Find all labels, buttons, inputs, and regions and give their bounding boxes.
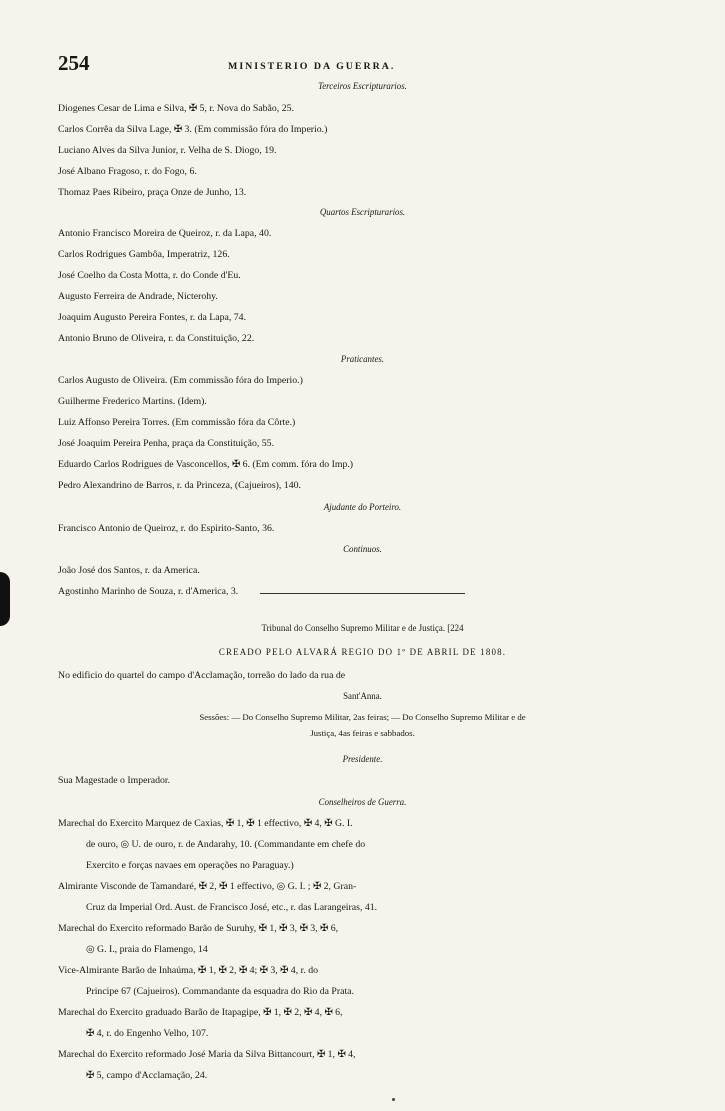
sessions-note: Justiça, 4as feiras e sabbados.: [310, 728, 415, 738]
entry-line: Antonio Bruno de Oliveira, r. da Constituição, 22.: [58, 333, 255, 344]
section-heading: Conselheiros de Guerra.: [318, 797, 407, 807]
entry-line: Marechal do Exercito reformado Barão de Suruhy, ✠ 1, ✠ 3, ✠ 3, ✠ 6,: [58, 923, 339, 934]
entry-line: Joaquim Augusto Pereira Fontes, r. da Lapa, 74.: [58, 312, 247, 323]
section-heading: Presidente.: [342, 754, 383, 764]
tribunal-subtitle: CREADO PELO ALVARÁ REGIO DO 1º DE ABRIL DE 1808.: [218, 647, 507, 657]
entry-line: Diogenes Cesar de Lima e Silva, ✠ 5, r. Nova do Sabão, 25.: [58, 103, 294, 114]
entry-line-continued: ✠ 5, campo d'Acclamação, 24.: [86, 1070, 208, 1081]
section-heading: Quartos Escripturarios.: [319, 207, 406, 217]
section-heading: Continuos.: [343, 544, 382, 554]
entry-line: Carlos Rodrigues Gambôa, Imperatriz, 126.: [58, 249, 230, 260]
entry-line: José Coelho da Costa Motta, r. do Conde d'Eu.: [58, 270, 241, 281]
entry-line-continued: Exercito e forças navaes em operações no Paraguay.): [86, 860, 294, 871]
entry-line-continued: ◎ G. I., praia do Flamengo, 14: [86, 944, 208, 955]
entry-line: Pedro Alexandrino de Barros, r. da Princeza, (Cajueiros), 140.: [58, 480, 301, 491]
entry-line: Vice-Almirante Barão de Inhaúma, ✠ 1, ✠ 2, ✠ 4; ✠ 3, ✠ 4, r. do: [58, 965, 319, 976]
entry-line: Agostinho Marinho de Souza, r. d'America, 3.: [58, 586, 239, 597]
entry-line: Luciano Alves da Silva Junior, r. Velha de S. Diogo, 19.: [58, 145, 277, 156]
entry-line: Luiz Affonso Pereira Torres. (Em commissão fóra da Côrte.): [58, 417, 296, 428]
body-text: No edificio do quartel do campo d'Acclamação, torreão do lado da rua de: [58, 670, 346, 681]
section-divider: [260, 593, 465, 594]
entry-line-continued: ✠ 4, r. do Engenho Velho, 107.: [86, 1028, 209, 1039]
section-heading: Terceiros Escripturarios.: [318, 81, 407, 91]
ink-blot: [0, 572, 10, 626]
entry-line: José Albano Fragoso, r. do Fogo, 6.: [58, 166, 197, 177]
sessions-note: Sessões: — Do Conselho Supremo Militar, 2as feiras; — Do Conselho Supremo Militar e de: [199, 712, 526, 722]
entry-line: Francisco Antonio de Queiroz, r. do Espirito-Santo, 36.: [58, 523, 275, 534]
entry-line-continued: de ouro, ◎ U. de ouro, r. de Andarahy, 10. (Commandante em chefe do: [86, 839, 366, 850]
entry-line: Augusto Ferreira de Andrade, Nicterohy.: [58, 291, 218, 302]
entry-line: Sua Magestade o Imperador.: [58, 775, 171, 786]
section-heading: Ajudante do Porteiro.: [323, 502, 402, 512]
entry-line: Carlos Augusto de Oliveira. (Em commissão fóra do Imperio.): [58, 375, 303, 386]
entry-line: José Joaquim Pereira Penha, praça da Constituição, 55.: [58, 438, 275, 449]
entry-line: Carlos Corrêa da Silva Lage, ✠ 3. (Em commissão fóra do Imperio.): [58, 124, 328, 135]
entry-line: Eduardo Carlos Rodrigues de Vasconcellos, ✠ 6. (Em comm. fóra do Imp.): [58, 459, 354, 470]
entry-line-continued: Cruz da Imperial Ord. Aust. de Francisco José, etc., r. das Larangeiras, 41.: [86, 902, 378, 913]
entry-line: Guilherme Frederico Martins. (Idem).: [58, 396, 207, 407]
entry-line: Thomaz Paes Ribeiro, praça Onze de Junho, 13.: [58, 187, 247, 198]
ink-speck: [392, 1098, 395, 1101]
body-text: Sant'Anna.: [343, 691, 382, 701]
entry-line: Marechal do Exercito Marquez de Caxias, ✠ 1, ✠ 1 effectivo, ✠ 4, ✠ G. I.: [58, 818, 353, 829]
page-number: 254: [58, 51, 90, 75]
entry-line: Marechal do Exercito reformado José Maria da Silva Bittancourt, ✠ 1, ✠ 4,: [58, 1049, 356, 1060]
section-heading: Praticantes.: [340, 354, 385, 364]
entry-line: João José dos Santos, r. da America.: [58, 565, 200, 576]
entry-line: Antonio Francisco Moreira de Queiroz, r. da Lapa, 40.: [58, 228, 272, 239]
tribunal-title: Tribunal do Conselho Supremo Militar e de Justiça. [224: [261, 623, 464, 633]
entry-line: Marechal do Exercito graduado Barão de Itapagipe, ✠ 1, ✠ 2, ✠ 4, ✠ 6,: [58, 1007, 343, 1018]
running-title: MINISTERIO DA GUERRA.: [228, 61, 396, 72]
entry-line: Almirante Visconde de Tamandaré, ✠ 2, ✠ 1 effectivo, ◎ G. I. ; ✠ 2, Gran-: [58, 881, 357, 892]
entry-line-continued: Principe 67 (Cajueiros). Commandante da esquadra do Rio da Prata.: [86, 986, 354, 997]
